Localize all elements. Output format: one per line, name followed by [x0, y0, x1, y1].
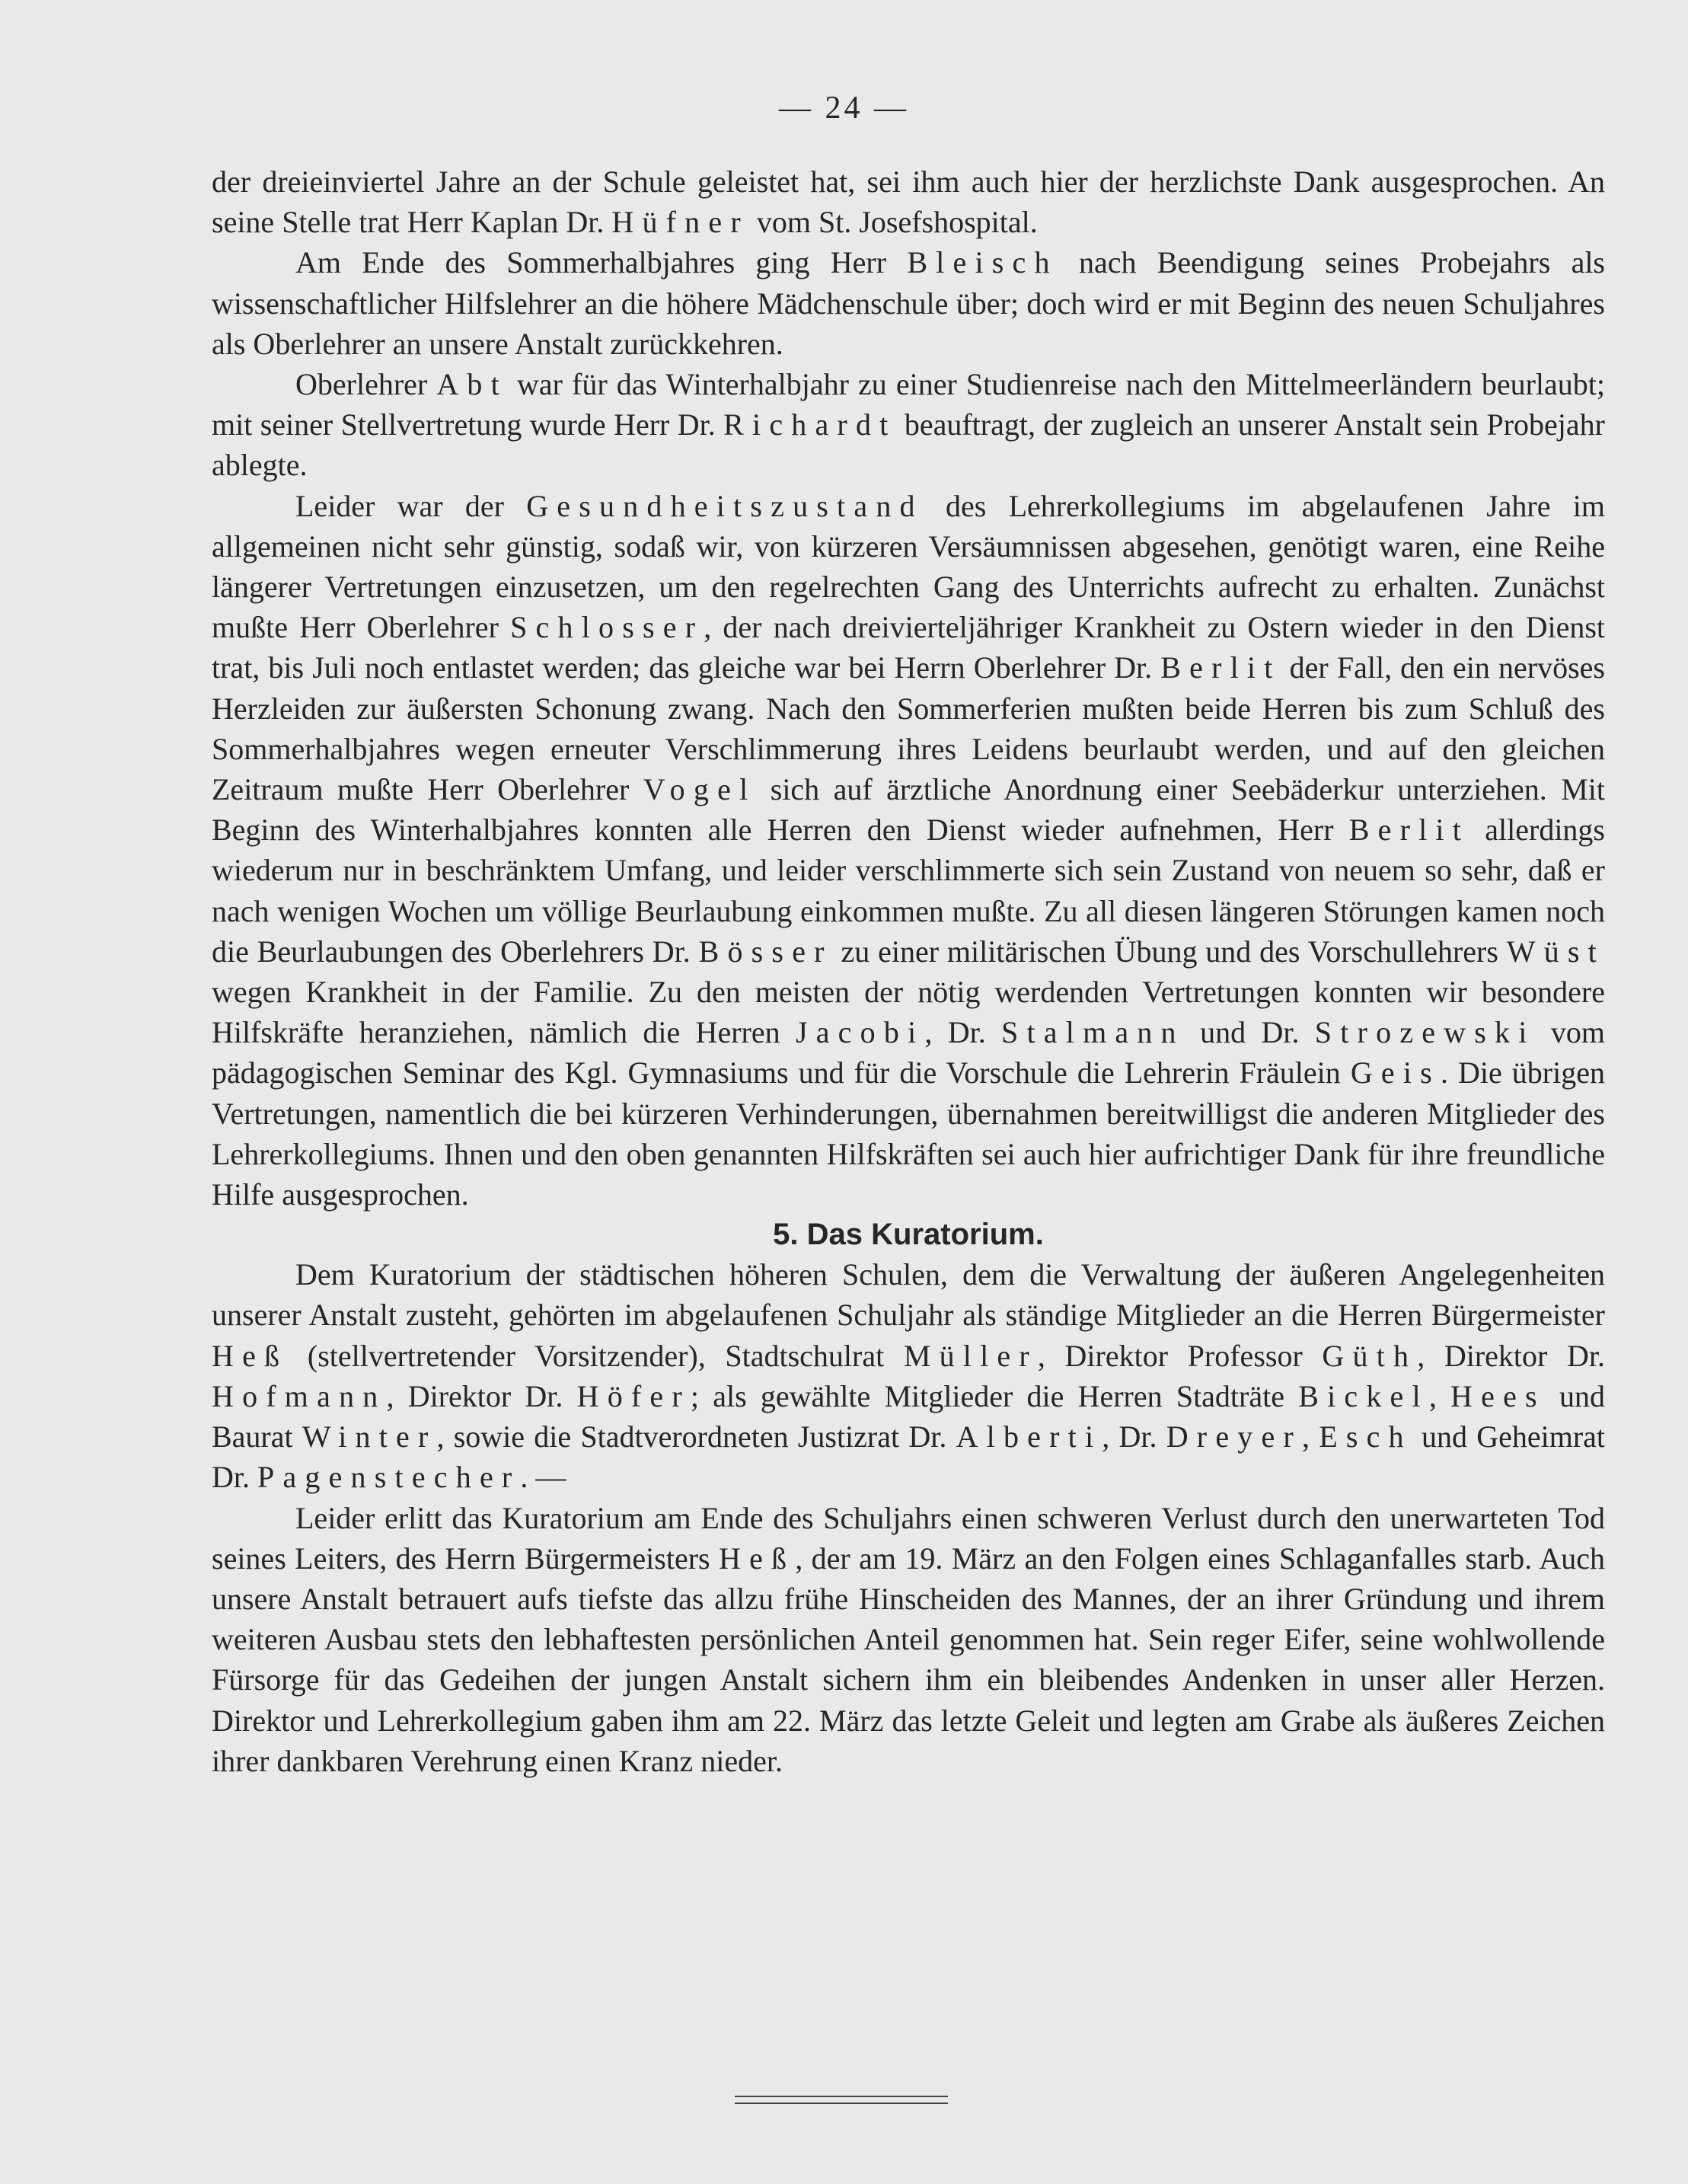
text-run: ,	[1301, 1419, 1319, 1454]
text-run: ,	[1428, 1378, 1451, 1413]
spaced-name: Winter	[302, 1419, 437, 1454]
text-block-top	[212, 161, 1605, 1781]
text-run: vom pädagogischen Seminar des Kgl. Gymnasiums und für die Vorschule die Lehrerin Fräulein	[212, 1015, 1606, 1090]
spaced-name: Güth	[1322, 1338, 1418, 1373]
spaced-name: Berlit	[1160, 650, 1281, 685]
spaced-name: Schlosser	[510, 610, 704, 645]
spaced-name: Hees	[1450, 1378, 1546, 1413]
spaced-name: Strozewski	[1314, 1015, 1536, 1050]
spaced-name: Bleisch	[907, 245, 1058, 280]
text-run: der dreieinviertel Jahre an der Schule geleistet hat, sei ihm auch hier der herzlichste Dank ausgesprochen. An seine Stelle trat Herr Kaplan Dr.	[212, 164, 1605, 240]
text-run: vom St. Josefshospital.	[748, 205, 1038, 240]
spaced-name: Müller	[903, 1338, 1038, 1373]
spaced-name: Vogel	[643, 772, 757, 807]
text-run: Leider erlitt das Kuratorium am Ende des Schuljahrs einen schweren Verlust durch den unerwarteten Tod seines Leiters, des Herrn Bürgermeisters	[212, 1500, 1605, 1576]
spaced-name: Hofmann	[212, 1378, 387, 1413]
spaced-name: Heß	[212, 1338, 289, 1373]
spaced-name: Jacobi	[795, 1015, 925, 1050]
spaced-name: Hüfner	[611, 205, 749, 240]
text-run: der Fall, den ein nervöses Herzleiden zur äußersten Schonung zwang. Nach den Sommerferien mußten beide Herren bis zum Schluß des Sommerhalbjahres wegen erneuter Verschlimmerung ihres Leidens beurlaubt werden, und auf den gleichen Zeitraum mußte Herr Oberlehrer	[212, 650, 1605, 807]
text-run: . —	[520, 1460, 566, 1495]
spaced-name: Bösser	[698, 934, 833, 969]
spaced-name: Dreyer	[1166, 1419, 1302, 1454]
section-heading: 5. Das Kuratorium.	[773, 1218, 1044, 1252]
spaced-name: Wüst	[1506, 934, 1605, 969]
text-run: , der am 19. März an den Folgen eines Schlaganfalles starb. Auch unsere Anstalt betrauert aufs tiefste das allzu frühe Hinscheiden des Mannes, der an ihrer Gründung und ihrem weiteren Ausbau stets den lebhaftesten persönlichen Anteil genommen hat. Sein reger Eifer, seine wohlwollende Fürsorge für das Gedeihen der jungen Anstalt sichern ihm ein bleibendes Andenken in unser aller Herzen. Direktor und Lehrerkollegium gaben ihm am 22. März das letzte Geleit und legten am Grabe als äußeres Zeichen ihrer dankbaren Verehrung einen Kranz nieder.	[212, 1541, 1606, 1778]
closing-double-rule	[735, 2096, 948, 2104]
text-run: und Dr.	[1184, 1015, 1315, 1050]
text-run: beauftragt, der zugleich an unserer Anstalt sein Probejahr ablegte.	[212, 407, 1605, 483]
text-run: und Geheimrat Dr.	[212, 1419, 1606, 1495]
text-run: war für das Winterhalbjahr zu einer Studienreise nach den Mittelmeerländern beurlaubt; mit seiner Stellvertretung wurde Herr Dr.	[212, 367, 1605, 442]
paragraph	[212, 1498, 1605, 1781]
text-run: Leider war der	[295, 488, 527, 523]
spaced-name: Geis	[1350, 1055, 1441, 1090]
paragraphs-top	[212, 161, 1605, 1215]
text-run: zu einer militärischen Übung und des Vorschullehrers	[832, 934, 1507, 969]
paragraph	[212, 486, 1605, 1215]
paragraph	[212, 161, 1605, 242]
text-run: allerdings wiederum nur in beschränktem Umfang, und leider verschlimmerte sich sein Zustand von neuem so sehr, daß er nach wenigen Wochen um völlige Beurlaubung einkommen mußte. Zu all diesen längeren Störungen kamen noch die Beurlaubungen des Oberlehrers Dr.	[212, 813, 1605, 969]
paragraph	[212, 1254, 1605, 1497]
spaced-name: Höfer	[576, 1378, 691, 1413]
text-run: , sowie die Stadtverordneten Justizrat Dr.	[436, 1419, 956, 1454]
text-run: , Direktor Dr.	[1417, 1338, 1605, 1373]
spaced-name: Bickel	[1298, 1378, 1429, 1413]
text-run: des Lehrerkollegiums im abgelaufenen Jahre im allgemeinen nicht sehr günstig, sodaß wir, von kürzeren Versäumnissen abgesehen, genötigt waren, eine Reihe längerer Vertretungen einzusetzen, um den regelrechten Gang des Unterrichts aufrecht zu erhalten. Zunächst mußte Herr Oberlehrer	[212, 488, 1605, 645]
text-run: , Dr.	[1102, 1419, 1166, 1454]
text-run: ; als gewählte Mitglieder die Herren Stadträte	[690, 1378, 1299, 1413]
text-run: sich auf ärztliche Anordnung einer Seebäderkur unterziehen. Mit Beginn des Winterhalbjahres konnten alle Herren den Dienst wieder aufnehmen, Herr	[212, 772, 1605, 848]
paragraph	[212, 364, 1605, 486]
text-run: Am Ende des Sommerhalbjahres ging Herr	[295, 245, 908, 280]
spaced-name: Abt	[436, 367, 508, 402]
text-run: , der nach dreivierteljähriger Krankheit zu Ostern wieder in den Dienst trat, bis Juli noch entlastet werden; das gleiche war bei Herrn Oberlehrer Dr.	[212, 610, 1606, 685]
text-run: nach Beendigung seines Probejahrs als wissenschaftlicher Hilfslehrer an die höhere Mädchenschule über; doch wird er mit Beginn des neuen Schuljahres als Oberlehrer an unsere Anstalt zurückkehren.	[212, 245, 1606, 361]
paragraphs-bottom	[212, 1254, 1605, 1781]
text-run: . Die übrigen Vertretungen, namentlich die bei kürzeren Verhinderungen, übernahmen bereitwilligst die anderen Mitglieder des Lehrerkollegiums. Ihnen und den oben genannten Hilfskräften sei auch hier aufrichtiger Dank für ihre freundliche Hilfe ausgesprochen.	[212, 1055, 1605, 1212]
text-run: und Baurat	[212, 1378, 1606, 1454]
text-run: Oberlehrer	[295, 367, 437, 402]
spaced-name: Heß	[718, 1541, 796, 1576]
spaced-name: Alberti	[956, 1419, 1102, 1454]
spaced-name: Pagenstecher	[257, 1460, 521, 1495]
paragraph	[212, 242, 1605, 364]
text-run: , Dr.	[924, 1015, 1002, 1050]
page-number: — 24 —	[779, 91, 909, 126]
text-run: , Direktor Professor	[1037, 1338, 1323, 1373]
spaced-name: Esch	[1319, 1419, 1412, 1454]
text-run: , Direktor Dr.	[386, 1378, 577, 1413]
text-run: Dem Kuratorium der städtischen höheren Schulen, dem die Verwaltung der äußeren Angelegenheiten unserer Anstalt zusteht, gehörten im abgelaufenen Schuljahr als ständige Mitglieder an die Herren Bürgermeister	[212, 1257, 1605, 1333]
spaced-name: Gesundheitszustand	[526, 488, 924, 523]
spaced-name: Richardt	[723, 407, 897, 442]
spaced-name: Berlit	[1348, 813, 1470, 848]
text-run: (stellvertretender Vorsitzender), Stadtschulrat	[288, 1338, 904, 1373]
text-run: wegen Krankheit in der Familie. Zu den meisten der nötig werdenden Vertretungen konnten wir besondere Hilfskräfte heranziehen, nämlich die Herren	[212, 975, 1605, 1050]
spaced-name: Stalmann	[1001, 1015, 1185, 1050]
